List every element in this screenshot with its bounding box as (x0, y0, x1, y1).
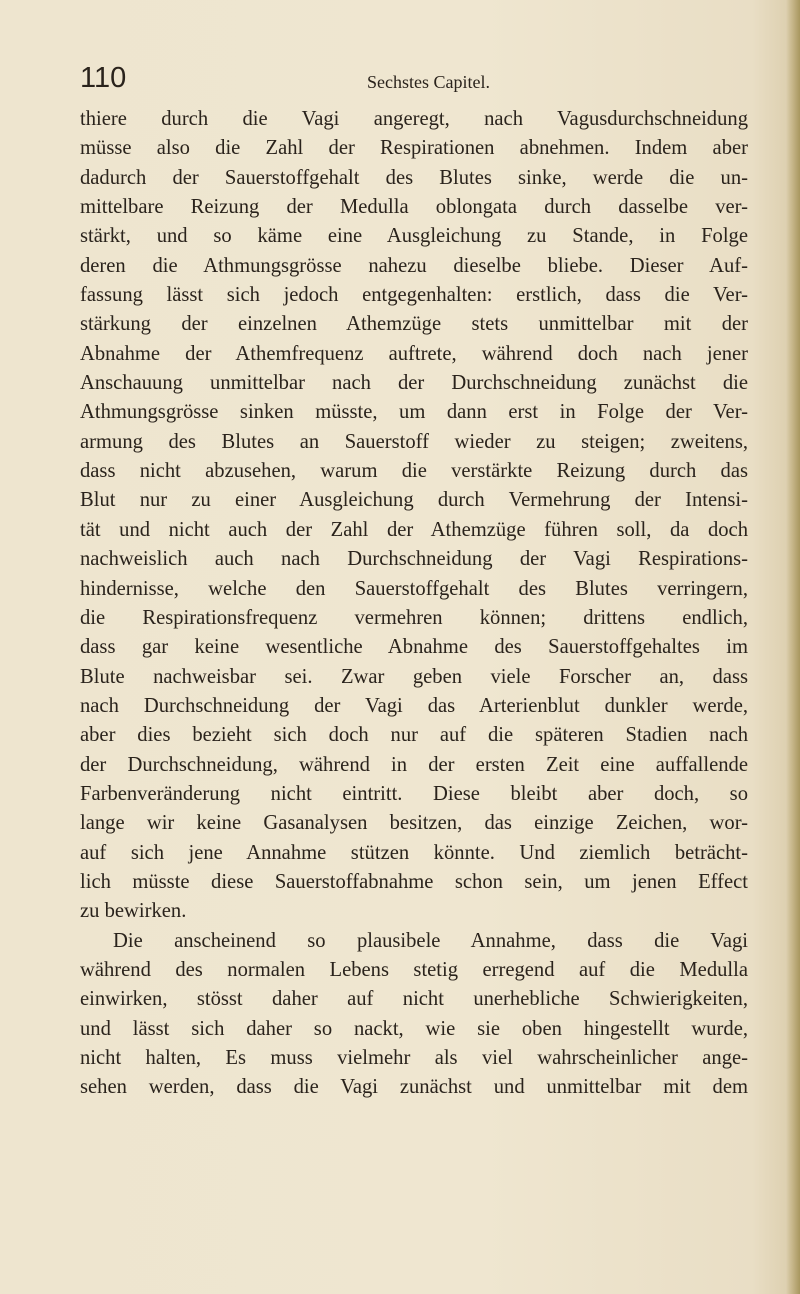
text-line: auf sich jene Annahme stützen könnte. Und ziemlich beträcht- (80, 841, 748, 864)
text-line: mittelbare Reizung der Medulla oblongata durch dasselbe ver- (80, 196, 748, 219)
text-line: tät und nicht auch der Zahl der Athemzüge führen soll, da doch (80, 518, 748, 541)
text-line: fassung lässt sich jedoch entgegenhalten: erstlich, dass die Ver- (80, 284, 748, 307)
text-line: Farbenveränderung nicht eintritt. Diese bleibt aber doch, so (80, 782, 748, 805)
page-header (80, 62, 740, 102)
text-line: müsse also die Zahl der Respirationen abnehmen. Indem aber (80, 137, 748, 160)
paragraph-start-line: Die anscheinend so plausibele Annahme, dass die Vagi (113, 929, 748, 952)
page-number: 110 (80, 62, 127, 94)
text-line: Athmungsgrösse sinken müsste, um dann erst in Folge der Ver- (80, 401, 748, 424)
text-line: stärkung der einzelnen Athemzüge stets unmittelbar mit der (80, 313, 748, 336)
text-line: dass nicht abzusehen, warum die verstärkte Reizung durch das (80, 460, 748, 483)
text-line: nach Durchschneidung der Vagi das Arterienblut dunkler werde, (80, 694, 748, 717)
text-line: Blut nur zu einer Ausgleichung durch Vermehrung der Intensi- (80, 489, 748, 512)
body-text (80, 105, 748, 1103)
text-line: nicht halten, Es muss vielmehr als viel wahrscheinlicher ange- (80, 1047, 748, 1069)
running-head: Sechstes Capitel. (367, 72, 490, 92)
paragraph-end-line: zu bewirken. (80, 900, 187, 923)
text-line: Anschauung unmittelbar nach der Durchschneidung zunächst die (80, 372, 748, 395)
text-line: einwirken, stösst daher auf nicht unerhebliche Schwierigkeiten, (80, 988, 748, 1011)
text-line: Blute nachweisbar sei. Zwar geben viele Forscher an, dass (80, 665, 748, 688)
text-line: aber dies bezieht sich doch nur auf die späteren Stadien nach (80, 724, 748, 747)
text-line: dass gar keine wesentliche Abnahme des Sauerstoffgehaltes im (80, 636, 748, 659)
text-line: lich müsste diese Sauerstoffabnahme schon sein, um jenen Effect (80, 870, 748, 893)
text-line: sehen werden, dass die Vagi zunächst und unmittelbar mit dem (80, 1076, 748, 1099)
text-line: dadurch der Sauerstoffgehalt des Blutes sinke, werde die un- (80, 166, 748, 189)
text-line: nachweislich auch nach Durchschneidung der Vagi Respirations- (80, 548, 748, 571)
text-line: und lässt sich daher so nackt, wie sie oben hingestellt wurde, (80, 1017, 748, 1040)
text-line: thiere durch die Vagi angeregt, nach Vagusdurchschneidung (80, 108, 748, 130)
page-edge-shadow (786, 0, 800, 1294)
text-line: während des normalen Lebens stetig erregend auf die Medulla (80, 958, 748, 981)
text-line: der Durchschneidung, während in der ersten Zeit eine auffallende (80, 753, 748, 776)
text-line: deren die Athmungsgrösse nahezu dieselbe bliebe. Dieser Auf- (80, 254, 748, 277)
text-line: armung des Blutes an Sauerstoff wieder zu steigen; zweitens, (80, 430, 748, 453)
text-line: hindernisse, welche den Sauerstoffgehalt des Blutes verringern, (80, 577, 748, 600)
text-line: lange wir keine Gasanalysen besitzen, das einzige Zeichen, wor- (80, 812, 748, 835)
text-line: stärkt, und so käme eine Ausgleichung zu Stande, in Folge (80, 225, 748, 248)
text-line: Abnahme der Athemfrequenz auftrete, während doch nach jener (80, 342, 748, 365)
text-line: die Respirationsfrequenz vermehren können; drittens endlich, (80, 606, 748, 629)
